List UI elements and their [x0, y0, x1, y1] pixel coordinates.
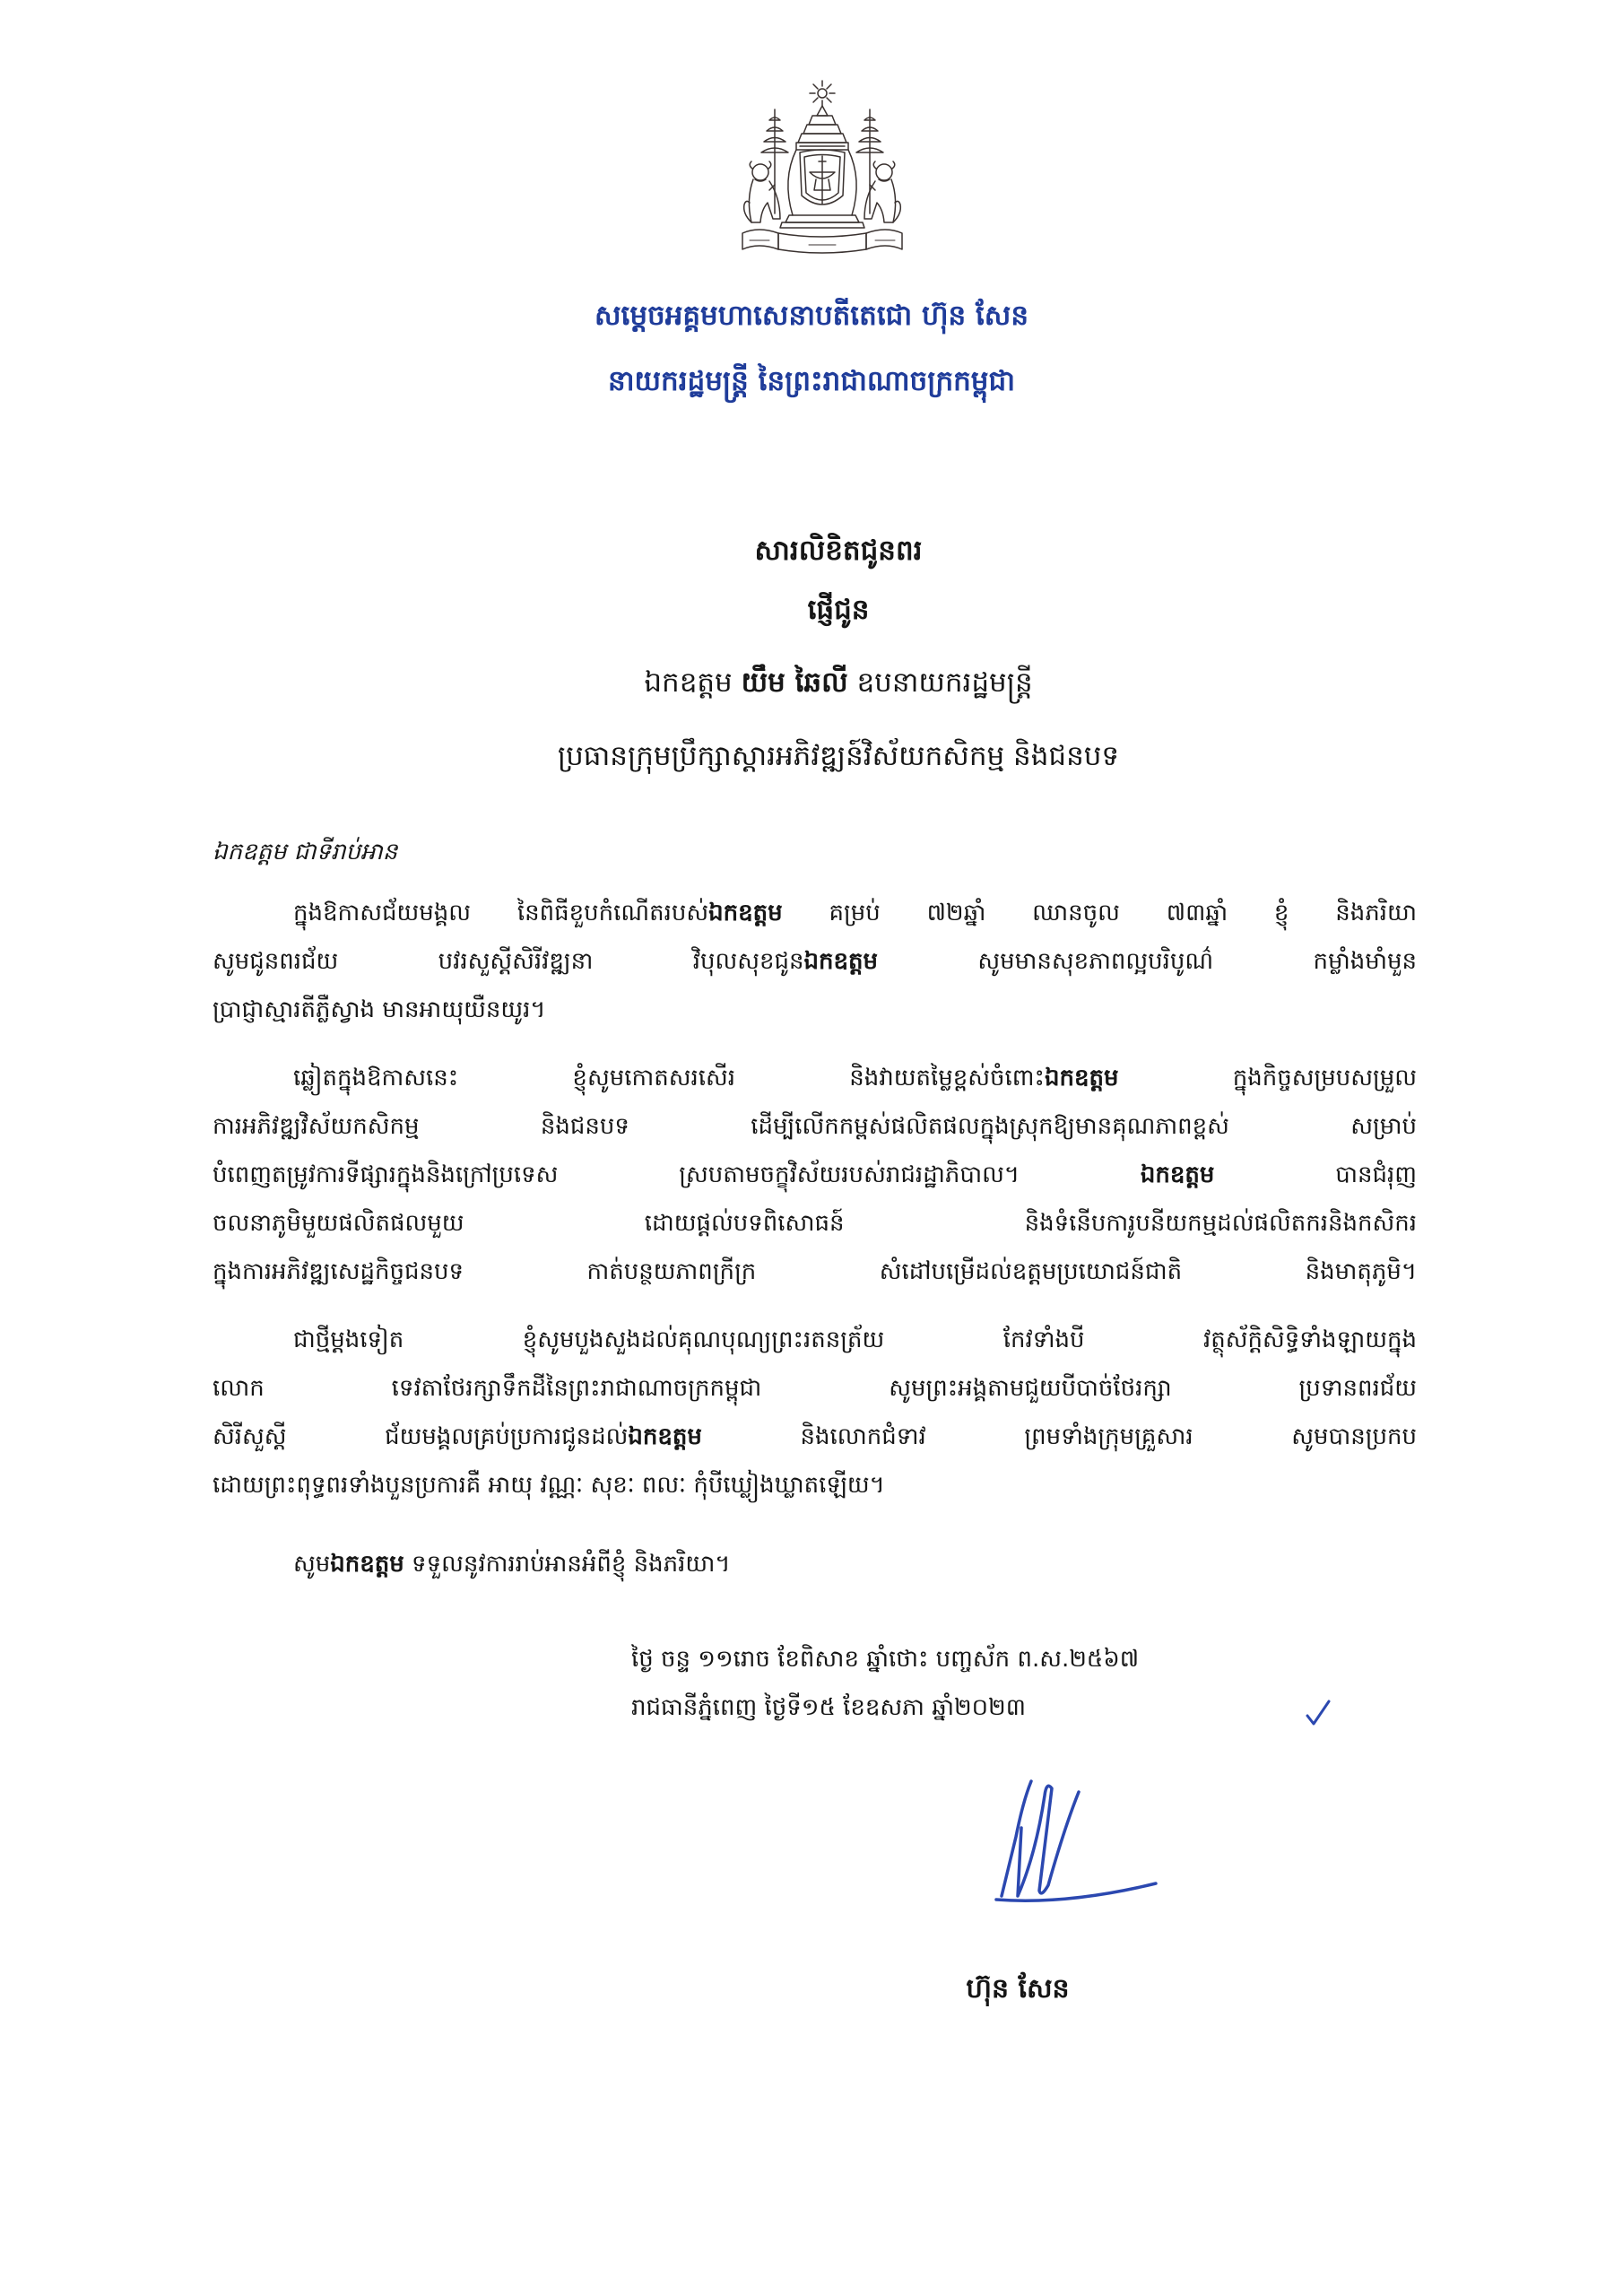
recipient-name: យឹម ឆៃលី [741, 666, 848, 699]
text-segment: គម្រប់ ៧២ឆ្នាំ ឈានចូល ៧៣ឆ្នាំ ខ្ញុំ និងភរិយា [782, 900, 1417, 926]
text-segment: ជាថ្មីម្តងទៀត ខ្ញុំសូមបួងសួងដល់គុណបុណ្យព្រះរតនត្រ័យ កែវទាំងបី វត្ថុស័ក្តិសិទ្ធិទាំងឡាយក្នុង [293, 1326, 1417, 1353]
text-segment: និងលោកជំទាវ ព្រមទាំងក្រុមគ្រួសារ សូមបានប្រកប [701, 1423, 1417, 1450]
text-segment-bold: ឯកឧត្តម [330, 1551, 404, 1578]
text-line [213, 1102, 1417, 1151]
text-segment: ក្នុងឱកាសជ័យមង្គល នៃពិធីខួបកំណើតរបស់ [293, 900, 709, 926]
lunar-date: ថ្ងៃ ចន្ទ ១១រោច ខែពិសាខ ឆ្នាំថោះ បញ្ចស័ក ព.ស.២៥៦៧ [631, 1646, 1140, 1673]
text-segment-bold: ឯកឧត្តម [1044, 1065, 1119, 1091]
text-segment: ប្រាជ្ញាស្មារតីភ្លឺស្វាង មានអាយុយឺនយូរ។ [213, 996, 546, 1023]
text-segment: បានជំរុញ [1214, 1161, 1417, 1188]
text-segment: សូម [293, 1551, 331, 1578]
text-line [213, 1054, 1417, 1102]
sender-name: សម្តេចអគ្គមហាសេនាបតីតេជោ ហ៊ុន សែន [594, 300, 1028, 332]
letter-body [213, 889, 1417, 1588]
royal-emblem [733, 79, 911, 269]
signature [982, 1765, 1170, 1909]
text-line [213, 1413, 1417, 1461]
sent-to-label: ផ្ញើជូន [807, 594, 870, 626]
text-segment: ក្នុងការអភិវឌ្ឍសេដ្ឋកិច្ចជនបទ កាត់បន្ថយភាពក្រីក្រ សំដៅបម្រើដល់ឧត្តមប្រយោជន៍ជាតិ និងមាតុភូមិ។ [213, 1258, 1417, 1285]
recipient-line [0, 659, 1623, 706]
text-segment: សិរីសួស្តី ជ័យមង្គលគ្រប់ប្រការជូនដល់ [213, 1423, 629, 1450]
text-line [213, 1316, 1417, 1364]
recipient-honorific: ឯកឧត្តម [644, 666, 742, 699]
paragraph [213, 1540, 1417, 1588]
paragraph [213, 1054, 1417, 1296]
checkmark-icon [1305, 1698, 1332, 1728]
text-line [213, 1199, 1417, 1248]
text-segment: ចលនាភូមិមួយផលិតផលមួយ ដោយផ្តល់បទពិសោធន៍ និងទំនើបការូបនីយកម្មដល់ផលិតករនិងកសិករ [213, 1210, 1417, 1237]
text-segment: សូមមានសុខភាពល្អបរិបូណ៌ កម្លាំងមាំមួន [878, 948, 1417, 975]
letter-heading: សារលិខិតជូនពរ [754, 535, 923, 567]
text-line [213, 986, 1417, 1034]
text-line [213, 889, 1417, 937]
text-line [213, 937, 1417, 986]
text-line [213, 1248, 1417, 1296]
paragraph [213, 1316, 1417, 1509]
recipient-position: ប្រធានក្រុមប្រឹក្សាស្តារអភិវឌ្ឍន៍វិស័យកសិកម្ម និងជនបទ [557, 740, 1120, 772]
text-segment-bold: ឯកឧត្តម [803, 948, 879, 975]
text-segment: សូមជូនពរជ័យ បវរសួស្តីសិរីវឌ្ឍនា វិបុលសុខជូន [213, 948, 804, 975]
recipient-role: ឧបនាយករដ្ឋមន្ត្រី [847, 666, 1033, 699]
text-segment: ក្នុងកិច្ចសម្របសម្រួល [1118, 1065, 1417, 1091]
solar-date: រាជធានីភ្នំពេញ ថ្ងៃទី១៥ ខែឧសភា ឆ្នាំ២០២៣ [631, 1694, 1026, 1721]
text-segment: បំពេញតម្រូវការទីផ្សារក្នុងនិងក្រៅប្រទេស ស្របតាមចក្ខុវិស័យរបស់រាជរដ្ឋាភិបាល។ [213, 1161, 1141, 1188]
sender-title: នាយករដ្ឋមន្ត្រី នៃព្រះរាជាណាចក្រកម្ពុជា [608, 365, 1015, 397]
text-segment-bold: ឯកឧត្តម [628, 1423, 702, 1450]
paragraph [213, 889, 1417, 1034]
text-line [213, 1461, 1417, 1509]
text-segment: លោក ទេវតាថែរក្សាទឹកដីនៃព្រះរាជាណាចក្រកម្ពុជា សូមព្រះអង្គតាមជួយបីបាច់ថែរក្សា ប្រទានពរជ័យ [213, 1375, 1417, 1402]
text-segment: ឆ្លៀតក្នុងឱកាសនេះ ខ្ញុំសូមកោតសរសើរ និងវាយតម្លៃខ្ពស់ចំពោះ [293, 1065, 1045, 1091]
text-segment: ទទួលនូវការរាប់អានអំពីខ្ញុំ និងភរិយា។ [404, 1551, 731, 1578]
signatory-name: ហ៊ុន សែន [966, 1973, 1070, 2005]
text-segment: ការអភិវឌ្ឍវិស័យកសិកម្ម និងជនបទ ដើម្បីលើកកម្ពស់ផលិតផលក្នុងស្រុកឱ្យមានគុណភាពខ្ពស់ សម្រាប់ [213, 1113, 1417, 1140]
text-line [213, 1151, 1417, 1199]
text-segment-bold: ឯកឧត្តម [1140, 1161, 1215, 1188]
text-line [213, 1540, 1417, 1588]
salutation: ឯកឧត្តម ជាទីរាប់អាន [213, 839, 398, 865]
text-line [213, 1364, 1417, 1413]
text-segment: ដោយព្រះពុទ្ធពរទាំងបួនប្រការគឺ អាយុ វណ្ណៈ សុខៈ ពលៈ កុំបីឃ្លៀងឃ្លាតឡើយ។ [213, 1472, 885, 1499]
text-segment-bold: ឯកឧត្តម [708, 900, 783, 926]
